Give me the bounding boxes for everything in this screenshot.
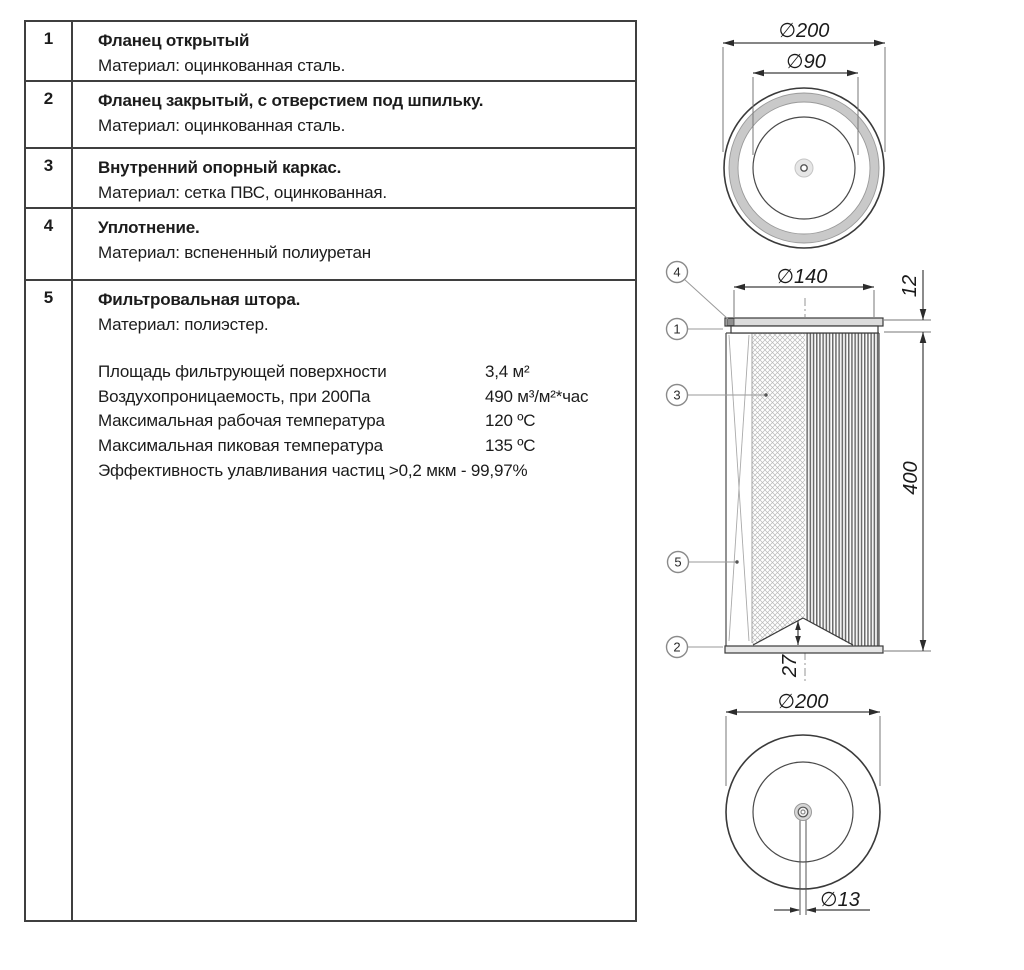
- top-view: [723, 20, 885, 248]
- balloon-4: [667, 262, 729, 320]
- dim-top-outer-diameter: ∅200: [778, 20, 830, 42]
- dim-cone-depth: 27: [779, 654, 801, 678]
- top-flange-cap: [725, 318, 883, 326]
- svg-text:1: 1: [673, 321, 681, 337]
- row-number: 4: [26, 209, 73, 279]
- part-title: Фланец закрытый, с отверстием под шпильку.: [98, 91, 484, 110]
- part-title: Уплотнение.: [98, 218, 200, 237]
- dim-flange-height: 12: [899, 274, 921, 298]
- hub-hole: [801, 810, 805, 814]
- spec-value: 3,4 м²: [485, 362, 530, 381]
- row-number: 2: [26, 82, 73, 147]
- balloon-2: [667, 637, 724, 658]
- dim-body-height: 400: [900, 461, 922, 495]
- seal-section: [727, 319, 734, 326]
- spec-name: Площадь фильтрующей поверхности: [98, 362, 387, 381]
- row-number: 1: [26, 22, 73, 80]
- svg-text:3: 3: [673, 387, 681, 403]
- dim-bottom-outer-diameter: ∅200: [777, 691, 829, 713]
- svg-text:5: 5: [674, 554, 682, 570]
- part-title: Фильтровальная штора.: [98, 290, 301, 309]
- part-material: Материал: оцинкованная сталь.: [98, 56, 346, 75]
- dim-top-inner-diameter: ∅90: [786, 51, 826, 73]
- part-title: Фланец открытый: [98, 31, 250, 50]
- top-flange-lip: [731, 326, 878, 333]
- dim-stud-hole-diameter: ∅13: [820, 889, 860, 911]
- spec-value: 135 ºС: [485, 436, 536, 456]
- part-material: Материал: сетка ПВС, оцинкованная.: [98, 183, 387, 202]
- row-number: 5: [26, 281, 73, 920]
- dim-side-diameter: ∅140: [776, 266, 828, 288]
- pleated-section: [805, 333, 879, 646]
- spec-name: Воздухопроницаемость, при 200Па: [98, 386, 371, 406]
- part-material: Материал: вспененный полиуретан: [98, 243, 371, 262]
- balloon-5: [668, 552, 739, 573]
- spec-value: 490 м³/м²*час: [485, 386, 589, 406]
- efficiency-line: Эффективность улавливания частиц >0,2 мкм - 99,97%: [98, 460, 528, 480]
- bottom-view: [726, 691, 880, 915]
- spec-name: Максимальная пиковая температура: [98, 436, 383, 456]
- part-title: Внутренний опорный каркас.: [98, 158, 342, 177]
- row-number: 3: [26, 149, 73, 207]
- spec-value: 120 ºС: [485, 411, 536, 431]
- bottom-flange: [725, 646, 883, 653]
- side-view: [667, 262, 932, 683]
- part-material: Материал: оцинкованная сталь.: [98, 116, 346, 135]
- svg-text:4: 4: [673, 264, 681, 280]
- spec-name: Максимальная рабочая температура: [98, 411, 385, 431]
- mesh-section: [752, 333, 805, 644]
- balloon-1: [667, 319, 724, 340]
- svg-text:2: 2: [673, 639, 681, 655]
- center-hole: [801, 165, 807, 171]
- part-material: Материал: полиэстер.: [98, 315, 269, 334]
